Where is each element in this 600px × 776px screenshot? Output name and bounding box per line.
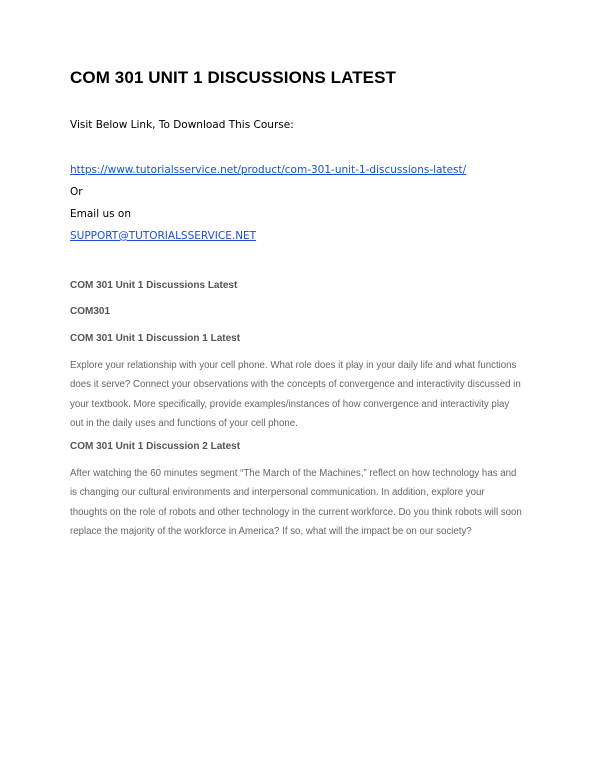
or-text: Or — [70, 186, 83, 198]
discussion-2-heading: COM 301 Unit 1 Discussion 2 Latest — [70, 441, 241, 452]
course-link[interactable]: https://www.tutorialsservice.net/product/com-301-unit-1-discussions-latest/ — [70, 164, 467, 176]
discussion-1-line: your textbook. More specifically, provide examples/instances of how convergence and interactivity play — [70, 398, 510, 410]
discussion-2-line: thoughts on the role of robots and other technology in the current workforce. Do you think robots will soon — [70, 506, 522, 518]
email-link[interactable]: SUPPORT@TUTORIALSSERVICE.NET — [70, 230, 257, 242]
course-link-row — [70, 164, 466, 176]
email-label: Email us on — [70, 208, 132, 220]
discussion-1-line: Explore your relationship with your cell phone. What role does it play in your daily life and what functions — [70, 360, 517, 371]
discussion-1-line: out in the daily uses and functions of your cell phone. — [70, 417, 298, 429]
discussion-1-line: does it serve? Connect your observations with the concepts of convergence and interactivity discussed in — [70, 379, 521, 391]
discussion-1-text — [70, 356, 530, 433]
course-code: COM301 — [70, 306, 111, 317]
page-title: COM 301 UNIT 1 DISCUSSIONS LATEST — [70, 68, 397, 87]
discussion-2-text — [70, 464, 530, 541]
discussion-2-line: After watching the 60 minutes segment “The March of the Machines,” reflect on how technology has and — [70, 468, 517, 479]
email-link-row — [70, 230, 256, 242]
content-heading: COM 301 Unit 1 Discussions Latest — [70, 280, 238, 291]
discussion-2-line: replace the majority of the workforce in America? If so, what will the impact be on our society? — [70, 525, 472, 537]
discussion-2-line: is changing our cultural environments and interpersonal communication. In addition, explore your — [70, 487, 485, 499]
discussion-1-heading: COM 301 Unit 1 Discussion 1 Latest — [70, 333, 241, 344]
download-instruction: Visit Below Link, To Download This Course: — [70, 119, 294, 131]
